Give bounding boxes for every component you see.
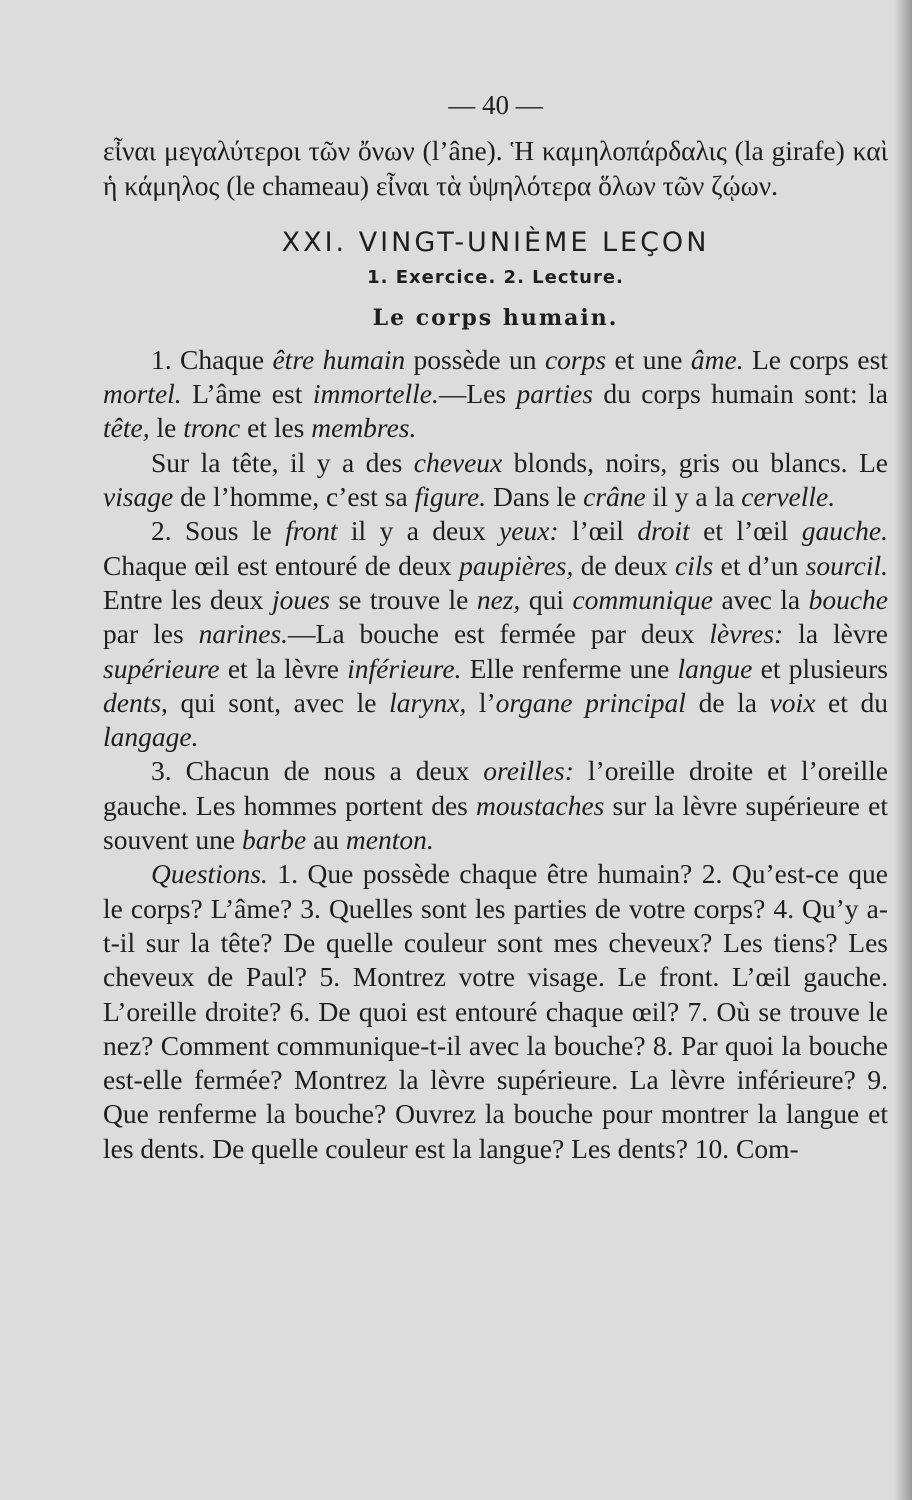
p4-segment: oreilles:: [483, 755, 574, 787]
p2-segment: de l’homme, c’est sa: [173, 481, 415, 513]
p3-segment: langage.: [103, 721, 199, 753]
p1-segment: immortelle.: [312, 378, 439, 410]
p3-segment: Elle renferme une: [461, 652, 678, 684]
questions-paragraph: [103, 857, 888, 1166]
p1-segment: parties: [516, 378, 593, 410]
p3-segment: de la: [685, 686, 770, 718]
p1-segment: corps: [544, 343, 607, 375]
p3-segment: bouche: [808, 583, 888, 615]
p1-segment: membres.: [311, 412, 417, 444]
p3-segment: —La bouche est fermée par deux: [288, 618, 710, 650]
p3-segment: larynx,: [389, 686, 467, 718]
paragraph-1: [103, 343, 888, 446]
p3-segment: et d’un: [713, 549, 806, 581]
p3-segment: droit: [637, 515, 690, 547]
p2-segment: visage: [103, 481, 174, 513]
paragraph-3: [103, 514, 888, 754]
p1-segment: tête,: [103, 412, 150, 444]
p3-segment: de deux: [573, 549, 676, 581]
p2-segment: blonds, noirs, gris ou blancs. Le: [502, 446, 888, 478]
p4-segment: moustaches: [476, 789, 605, 821]
p1-segment: —Les: [438, 378, 517, 410]
p4-segment: 3. Chacun de nous a deux: [151, 755, 484, 787]
p4-segment: l’oreille droite et l’oreille gauche. Les hommes portent des: [103, 755, 888, 821]
p3-segment: Entre les deux: [103, 583, 272, 615]
p3-segment: la lèvre: [783, 618, 888, 650]
p1-segment: du corps humain sont: la: [592, 378, 888, 410]
p3-segment: se trouve le: [330, 583, 477, 615]
p3-segment: langue: [677, 652, 753, 684]
chapter-title: Le corps humain.: [372, 304, 619, 331]
p3-segment: dents,: [103, 686, 168, 718]
p3-segment: 2. Sous le: [151, 515, 286, 547]
paragraph-4: [103, 754, 888, 857]
p1-segment: être humain: [272, 343, 406, 375]
p3-segment: narines.: [198, 618, 289, 650]
p3-segment: lèvres:: [709, 618, 784, 650]
p3-segment: l’œil: [558, 515, 638, 547]
p2-segment: figure.: [414, 481, 487, 513]
p3-segment: inférieure.: [347, 652, 462, 684]
lesson-subtitle: 1. Exercice. 2. Lecture.: [367, 266, 624, 288]
p3-segment: paupières,: [459, 549, 574, 581]
p3-segment: Chaque œil est entouré de deux: [103, 549, 460, 581]
p1-segment: Le corps est: [743, 343, 888, 375]
p3-segment: nez,: [476, 583, 521, 615]
page-spine-shadow: [894, 0, 912, 1500]
p4-segment: au: [306, 824, 346, 856]
p2-segment: cervelle.: [741, 481, 836, 513]
p3-segment: sourcil.: [805, 549, 888, 581]
p3-segment: joues: [271, 583, 330, 615]
p3-segment: cils: [675, 549, 714, 581]
p4-segment: menton.: [345, 824, 434, 856]
p4-segment: barbe: [242, 824, 307, 856]
p2-segment: il y a la: [645, 481, 742, 513]
p2-segment: Sur la tête, il y a des: [151, 446, 414, 478]
p1-segment: possède un: [405, 343, 545, 375]
p3-segment: supérieure: [103, 652, 220, 684]
p3-segment: l’: [466, 686, 496, 718]
p3-segment: front: [285, 515, 338, 547]
p1-segment: 1. Chaque: [151, 343, 273, 375]
p3-segment: qui sont, avec le: [167, 686, 390, 718]
p2-segment: crâne: [583, 481, 646, 513]
p5-segment: 1. Que possède chaque être humain? 2. Qu’est-ce que le corps? L’âme? 3. Quelles sont les parties de votre corps? 4. Qu’y a-t-il sur la tête? De quelle couleur sont mes cheveux? Les tiens? Les cheveux de Paul? 5. Montrez votre visage. Le front. L’œil gauche. L’oreille droite? 6. De quoi est entouré chaque œil? 7. Où se trouve le nez? Comment communique-t-il avec la bouche? 8. Par quoi la bouche est-elle fermée? Montrez la lèvre supérieure. La lèvre inférieure? 9. Que renferme la bouche? Ouvrez la bouche pour montrer la langue et les dents. De quelle couleur est la langue? Les dents? 10. Com-: [103, 858, 888, 1164]
p4-segment: sur la lèvre supérieure et souvent une: [103, 789, 888, 856]
intro-paragraph: εἶναι μεγαλύτεροι τῶν ὄνων (l’âne). Ἡ καμηλοπάρδαλις (la girafe) καὶ ἡ κάμηλος (le chameau) εἶναι τὰ ὑψηλότερα ὅλων τῶν ζῴων.: [103, 135, 888, 201]
p3-segment: organe principal: [495, 686, 686, 718]
lesson-title: XXI. VINGT-UNIÈME LEÇON: [281, 226, 710, 258]
p3-segment: et plusieurs: [752, 652, 888, 684]
p3-segment: par les: [103, 618, 199, 650]
p1-segment: mortel.: [103, 378, 182, 410]
p2-segment: Dans le: [486, 481, 584, 513]
p1-segment: et une: [606, 343, 691, 375]
p1-segment: et les: [240, 412, 312, 444]
p3-segment: et l’œil: [689, 515, 802, 547]
p3-segment: qui: [520, 583, 573, 615]
p3-segment: il y a deux: [337, 515, 500, 547]
p3-segment: communique: [572, 583, 713, 615]
page-text: [103, 88, 888, 1166]
p5-segment: Questions.: [151, 858, 268, 890]
p1-segment: L’âme est: [181, 378, 313, 410]
paragraph-2: [103, 446, 888, 515]
p1-segment: tronc: [183, 412, 241, 444]
p3-segment: et du: [815, 686, 888, 718]
page-number: — 40 —: [448, 90, 543, 120]
p3-segment: voix: [769, 686, 816, 718]
p2-segment: cheveux: [413, 446, 503, 478]
p3-segment: avec la: [712, 583, 809, 615]
p1-segment: le: [149, 412, 184, 444]
p1-segment: âme.: [690, 343, 744, 375]
p3-segment: gauche.: [801, 515, 888, 547]
p3-segment: yeux:: [499, 515, 559, 547]
p3-segment: et la lèvre: [219, 652, 348, 684]
